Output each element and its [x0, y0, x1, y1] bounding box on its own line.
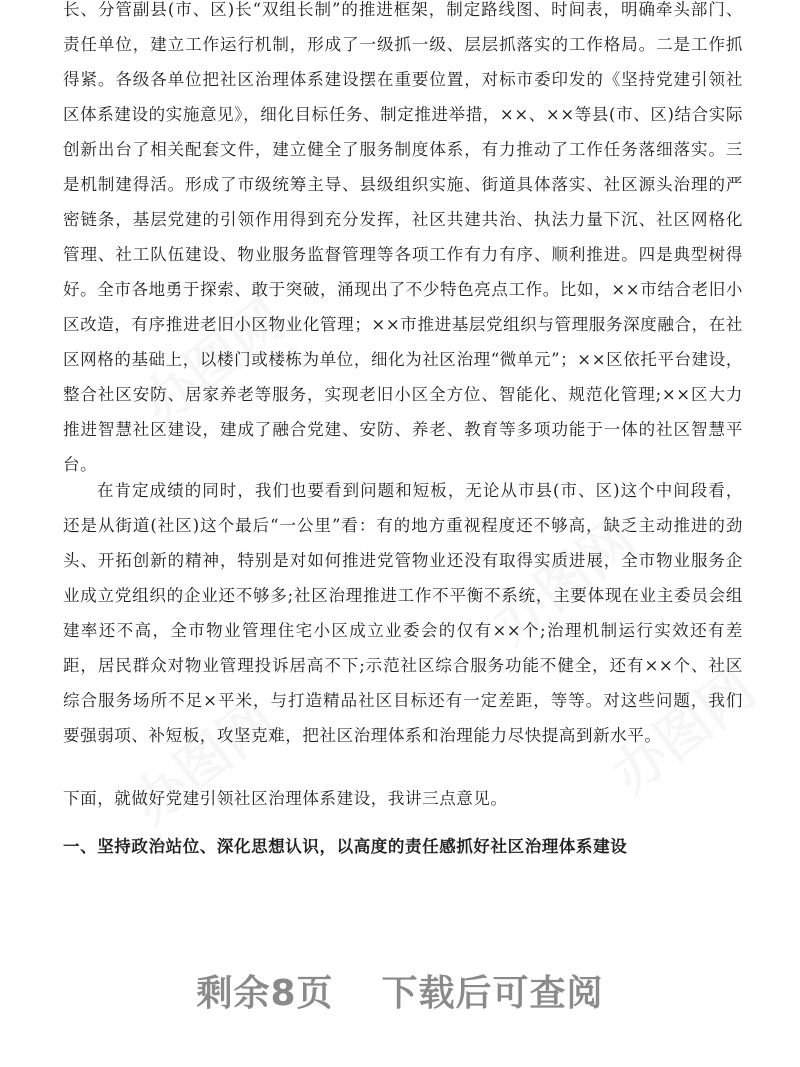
section-heading-one: 一、坚持政治站位、深化思想认识，以高度的责任感抓好社区治理体系建设	[63, 837, 628, 856]
paragraph-problems: 在肯定成绩的同时，我们也要看到问题和短板，无论从市县(市、区)这个中间段看，还是从街道(社区)这个最后“一公里”看：有的地方重视程度还不够高，缺乏主动推进的劲头、开拓创新的精神，特别是对如何推进党管物业还没有取得实质进展，全市物业服务企业成立党组织的企业还不够多;社区治理推进工作不平衡不系统，主要体现在业主委员会组建率还不高，全市物业管理住宅小区成立业委会的仅有××个;治理机制运行实效还有差距，居民群众对物业管理投诉居高不下;示范社区综合服务功能不健全，还有××个、社区综合服务场所不足×平米，与打造精品社区目标还有一定差距，等等。对这些问题，我们要强弱项、补短板，攻坚克难，把社区治理体系和治理能力尽快提高到新水平。	[63, 481, 743, 745]
paragraph-achievements: 长、分管副县(市、区)长“双组长制”的推进框架，制定路线图、时间表，明确牵头部门、责任单位，建立工作运行机制，形成了一级抓一级、层层抓落实的工作格局。二是工作抓得紧。各级各单位把社区治理体系建设摆在重要位置，对标市委印发的《坚持党建引领社区体系建设的实施意见》，细化目标任务、制定推进举措，××、××等县(市、区)结合实际创新出台了相关配套文件，建立健全了服务制度体系，有力推动了工作任务落细落实。三是机制建得活。形成了市级统筹主导、县级组织实施、街道具体落实、社区源头治理的严密链条，基层党建的引领作用得到充分发挥，社区共建共治、执法力量下沉、社区网格化管理、社工队伍建设、物业服务监督管理等各项工作有力有序、顺利推进。四是典型树得好。全市各地勇于探索、敢于突破，涌现出了不少特色亮点工作。比如，××市结合老旧小区改造，有序推进老旧小区物业化管理；××市推进基层党组织与管理服务深度融合，在社区网格的基础上，以楼门或楼栋为单位，细化为社区治理“微单元”；××区依托平台建设，整合社区安防、居家养老等服务，实现老旧小区全方位、智能化、规范化管理;××区大力推进智慧社区建设，建成了融合党建、安防、养老、教育等多项功能于一体的社区智慧平台。	[63, 0, 743, 474]
paragraph-transition: 下面，就做好党建引领社区治理体系建设，我讲三点意见。	[63, 789, 508, 808]
remaining-pages-text: 剩余8页	[196, 973, 334, 1014]
download-to-view-text: 下载后可查阅	[381, 973, 604, 1014]
download-banner[interactable]	[0, 965, 800, 1016]
